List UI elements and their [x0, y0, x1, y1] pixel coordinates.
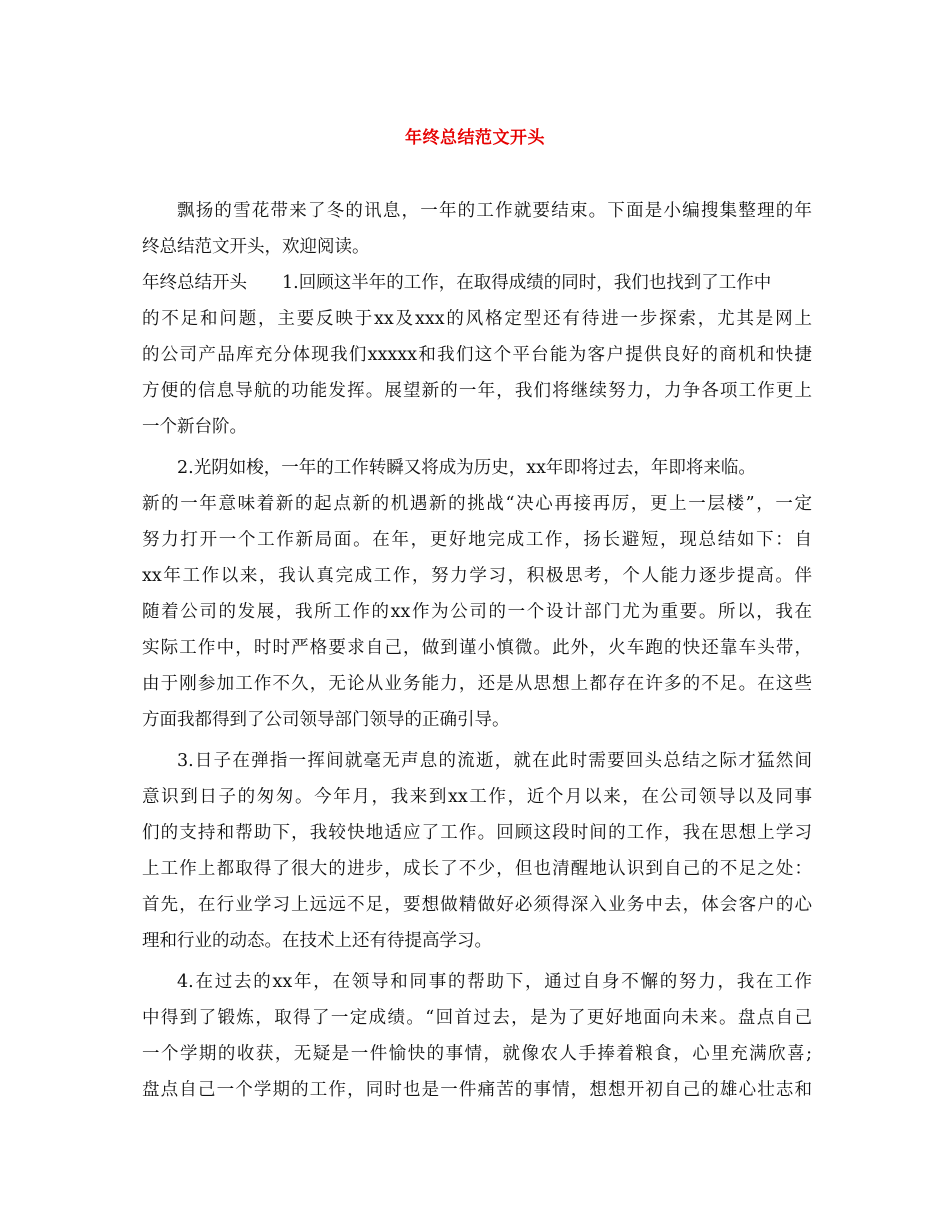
text-line: 4.在过去的xx年，在领导和同事的帮助下，通过自身不懈的努力，我在工作 — [177, 972, 812, 992]
text-line: 终总结范文开头，欢迎阅读。 — [142, 237, 370, 257]
text-line: 实际工作中，时时严格要求自己，做到谨小慎微。此外，火车跑的快还靠车头带， — [142, 638, 812, 658]
text-line: 3.日子在弹指一挥间就毫无声息的流逝，就在此时需要回头总结之际才猛然间 — [177, 751, 812, 771]
document-title: 年终总结范文开头 — [405, 128, 545, 148]
text-line: xx年工作以来，我认真完成工作，努力学习，积极思考，个人能力逐步提高。伴 — [142, 566, 812, 586]
text-line: 上工作上都取得了很大的进步，成长了不少，但也清醒地认识到自己的不足之处： — [142, 859, 812, 879]
text-line: 方面我都得到了公司领导部门领导的正确引导。 — [142, 710, 510, 730]
text-line: 中得到了锻炼，取得了一定成绩。“回首过去，是为了更好地面向未来。盘点自己 — [142, 1008, 812, 1028]
text-line: 首先，在行业学习上远远不足，要想做精做好必须得深入业务中去，体会客户的心 — [142, 895, 812, 915]
text-line: 盘点自己一个学期的工作，同时也是一件痛苦的事情，想想开初自己的雄心壮志和 — [142, 1080, 812, 1100]
document-body — [142, 193, 812, 1108]
text-line: 努力打开一个工作新局面。在年，更好地完成工作，扬长避短，现总结如下：自 — [142, 530, 812, 550]
text-line: 由于刚参加工作不久，无论从业务能力，还是从思想上都存在许多的不足。在这些 — [142, 674, 812, 694]
text-line: 们的支持和帮助下，我较快地适应了工作。回顾这段时间的工作，我在思想上学习 — [142, 823, 812, 843]
text-line: 一个学期的收获，无疑是一件愉快的事情，就像农人手捧着粮食，心里充满欣喜; — [142, 1044, 812, 1064]
text-line: 随着公司的发展，我所工作的xx作为公司的一个设计部门尤为重要。所以，我在 — [142, 602, 812, 622]
text-line: 的公司产品库充分体现我们xxxxx和我们这个平台能为客户提供良好的商机和快捷 — [142, 345, 812, 365]
text-line: 意识到日子的匆匆。今年月，我来到xx工作，近个月以来，在公司领导以及同事 — [142, 787, 812, 807]
text-line: 年终总结开头 1.回顾这半年的工作，在取得成绩的同时，我们也找到了工作中 — [142, 273, 772, 293]
text-line: 理和行业的动态。在技术上还有待提高学习。 — [142, 931, 492, 951]
text-line: 飘扬的雪花带来了冬的讯息，一年的工作就要结束。下面是小编搜集整理的年 — [177, 201, 812, 221]
text-line: 2.光阴如梭，一年的工作转瞬又将成为历史，xx年即将过去，年即将来临。 — [177, 458, 756, 478]
text-line: 一个新台阶。 — [142, 417, 247, 437]
text-line: 的不足和问题，主要反映于xx及xxx的风格定型还有待进一步探索，尤其是网上 — [142, 309, 812, 329]
text-line: 方便的信息导航的功能发挥。展望新的一年，我们将继续努力，力争各项工作更上 — [142, 381, 812, 401]
text-line: 新的一年意味着新的起点新的机遇新的挑战“决心再接再厉，更上一层楼”，一定 — [142, 494, 812, 514]
